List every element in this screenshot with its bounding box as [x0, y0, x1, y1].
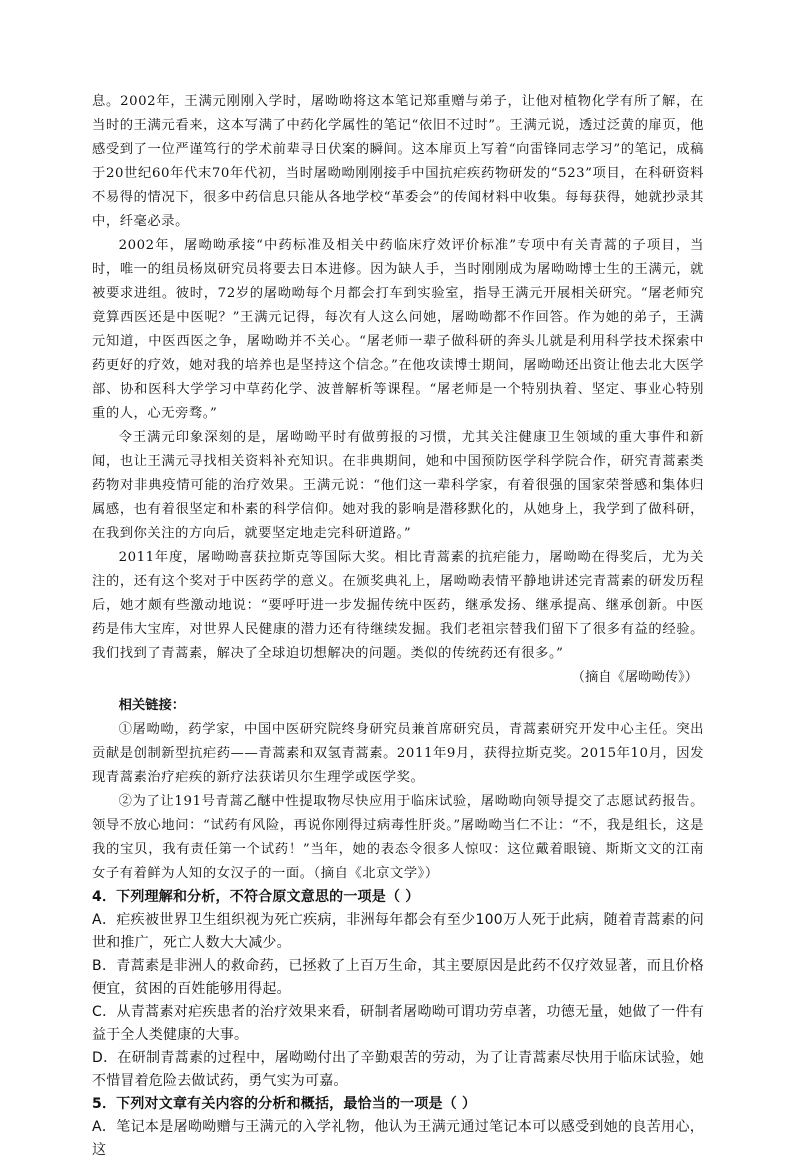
passage-paragraph-2: 令王满元印象深刻的是，屠呦呦平时有做剪报的习惯，尤其关注健康卫生领域的重大事件和新闻，也让王满元寻找相关资料补充知识。在非典期间，她和中国预防医学科学院合作，研究青蒿素类药物对非典疫情可能的治疗效果。王满元说：“他们这一辈科学家，有着很强的国家荣誉感和集体归属感，也有着很坚定和朴素的科学信仰。她对我的影响是潜移默化的，从她身上，我学到了做科研，在我到你关注的方向后，就要坚定地走完科研道路。” [92, 430, 704, 541]
question-4-option-c: C．从青蒿素对疟疾患者的治疗效果来看，研制者屠呦呦可谓功劳卓著，功德无量，她做了一件有益于全人类健康的大事。 [92, 1004, 704, 1043]
related-link-title: 相关链接： [118, 698, 186, 713]
question-4-title: 4．下列理解和分析，不符合原文意思的一项是（ ） [92, 889, 420, 905]
question-4-option-b: B．青蒿素是非洲人的救命药，已拯救了上百万生命，其主要原因是此药不仅疗效显著，而且价格便宜，贫困的百姓能够用得起。 [92, 958, 704, 997]
related-link-2: ②为了让191号青蒿乙醚中性提取物尽快应用于临床试验，屠呦呦向领导提交了志愿试药报告。领导不放心地问：“试药有风险，再说你刚得过病毒性肝炎。”屠呦呦当仁不让：“不，我是组长，这是我的宝贝，我有责任第一个试药！”当年，她的表态令很多人惊叹：这位戴着眼镜、斯斯文文的江南女子有着鲜为人知的女汉子的一面。（摘自《北京文学》） [92, 794, 704, 881]
question-5-title: 5．下列对文章有关内容的分析和概括，最恰当的一项是（ ） [92, 1096, 477, 1112]
passage-source: （摘自《屠呦呦传》） [571, 670, 698, 685]
question-4-option-a: A．疟疾被世界卫生组织视为死亡疾病，非洲每年都会有至少100万人死于此病，随着青蒿素的问世和推广，死亡人数大大减少。 [92, 912, 704, 951]
passage-paragraph-0: 息。2002年，王满元刚刚入学时，屠呦呦将这本笔记郑重赠与弟子，让他对植物化学有所了解，在当时的王满元看来，这本写满了中药化学属性的笔记“依旧不过时”。王满元说，透过泛黄的扉页，他感受到了一位严谨笃行的学术前辈寻日伏案的瞬间。这本扉页上写着“向雷锋同志学习”的笔记，成稿于20世纪60年代末70年代初，当时屠呦呦刚刚接手中国抗疟疾药物研发的“523”项目，在科研资料不易得的情况下，很多中药信息只能从各地学校“革委会”的传闻材料中收集。每每获得，她就抄录其中，纤毫必录。 [92, 94, 704, 229]
question-4-option-d: D．在研制青蒿素的过程中，屠呦呦付出了辛勤艰苦的劳动，为了让青蒿素尽快用于临床试验，她不惜冒着危险去做试药，勇气实为可嘉。 [92, 1050, 704, 1089]
related-link-1: ①屠呦呦，药学家，中国中医研究院终身研究员兼首席研究员，青蒿素研究开发中心主任。突出贡献是创制新型抗疟药——青蒿素和双氢青蒿素。2011年9月，获得拉斯克奖。2015年10月，因发现青蒿素治疗疟疾的新疗法获诺贝尔生理学或医学奖。 [92, 722, 704, 785]
question-5-option-a: A．笔记本是屠呦呦赠与王满元的入学礼物，他认为王满元通过笔记本可以感受到她的良苦用心，这 [92, 1119, 704, 1158]
passage-paragraph-1: 2002年，屠呦呦承接“中药标准及相关中药临床疗效评价标准”专项中有关青蒿的子项目，当时，唯一的组员杨岚研究员将要去日本进修。因为缺人手，当时刚刚成为屠呦呦博士生的王满元，就被要求进组。彼时，72岁的屠呦呦每个月都会打车到实验室，指导王满元开展相关研究。“屠老师究竟算西医还是中医呢？”王满元记得，每次有人这么问她，屠呦呦都不作回答。作为她的弟子，王满元知道，中医西医之争，屠呦呦并不关心。“屠老师一辈子做科研的奔头儿就是利用科学技术探索中药更好的疗效，她对我的培养也是坚持这个信念。”在他攻读博士期间，屠呦呦还出资让他去北大医学部、协和医科大学学习中草药化学、波普解析等课程。“屠老师是一个特别执着、坚定、事业心特别重的人，心无旁骛。” [92, 238, 704, 421]
document-page [92, 90, 704, 1162]
passage-paragraph-3: 2011年度，屠呦呦喜获拉斯克等国际大奖。相比青蒿素的抗疟能力，屠呦呦在得奖后，尤为关注的，还有这个奖对于中医药学的意义。在颁奖典礼上，屠呦呦表情平静地讲述完青蒿素的研发历程后，她才颇有些激动地说：“要呼吁进一步发掘传统中医药，继承发扬、继承提高、继承创新。中医药是伟大宝库，对世界人民健康的潜力还有待继续发掘。我们老祖宗替我们留下了很多有益的经验。我们找到了青蒿素，解决了全球迫切想解决的问题。类似的传统药还有很多。” [92, 550, 704, 661]
